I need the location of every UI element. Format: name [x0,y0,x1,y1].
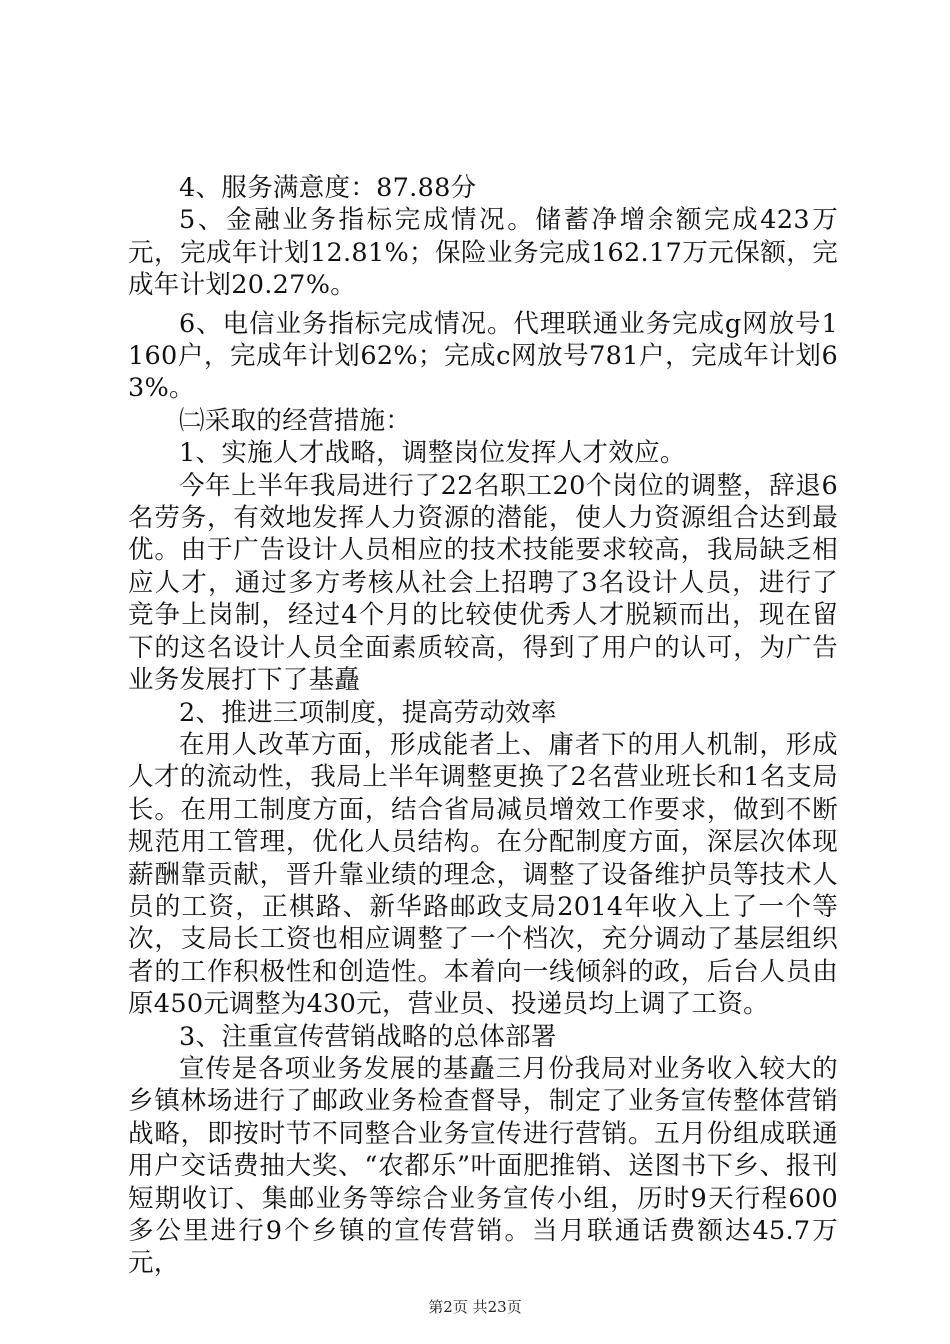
document-body [128,172,838,1280]
page-number-footer: 第2页 共23页 [428,1298,522,1316]
paragraph-service-satisfaction: 4、服务满意度：87.88分 [179,173,477,203]
subheading-marketing-strategy: 3、注重宣传营销战略的总体部署 [179,1021,557,1052]
paragraph-finance-indicators: 5、金融业务指标完成情况。储蓄净增余额完成423万元，完成年计划12.81%；保险业务完成162.17万元保额，完成年计划20.27%。 [128,205,838,301]
subheading-three-systems: 2、推进三项制度，提高劳动效率 [179,697,557,728]
paragraph-telecom-indicators: 6、电信业务指标完成情况。代理联通业务完成g网放号1160户，完成年计划62%；完成c网放号781户，完成年计划63%。 [128,308,838,404]
paragraph-talent-strategy: 今年上半年我局进行了22名职工20个岗位的调整，辞退6名劳务，有效地发挥人力资源的潜能，使人力资源组合达到最优。由于广告设计人员相应的技术技能要求较高，我局缺乏相应人才，通过多方考核从社会上招聘了3名设计人员，进行了竞争上岗制，经过4个月的比较使优秀人才脱颖而出，现在留下的这名设计人员全面素质较高，得到了用户的认可，为广告业务发展打下了基矗 [128,470,838,696]
section-heading-measures: ㈡采取的经营措施： [179,405,412,436]
paragraph-three-systems: 在用人改革方面，形成能者上、庸者下的用人机制，形成人才的流动性，我局上半年调整更换了2名营业班长和1名支局长。在用工制度方面，结合省局减员增效工作要求，做到不断规范用工管理，优化人员结构。在分配制度方面，深层次体现薪酬靠贡献，晋升靠业绩的理念，调整了设备维护员等技术人员的工资，正棋路、新华路邮政支局2014年收入上了一个等次，支局长工资也相应调整了一个档次，充分调动了基层组织者的工作积极性和创造性。本着向一线倾斜的政，后台人员由原450元调整为430元，营业员、投递员均上调了工资。 [128,729,838,1020]
subheading-talent-strategy: 1、实施人才战略，调整岗位发挥人才效应。 [179,438,686,469]
paragraph-marketing-strategy: 宣传是各项业务发展的基矗三月份我局对业务收入较大的乡镇林场进行了邮政业务检查督导，制定了业务宣传整体营销战略，即按时节不同整合业务宣传进行营销。五月份组成联通用户交话费抽大奖、“农都乐”叶面肥推销、送图书下乡、报刊短期收订、集邮业务等综合业务宣传小组，历时9天行程600多公里进行9个乡镇的宣传营销。当月联通话费额达45.7万元， [128,1053,838,1279]
